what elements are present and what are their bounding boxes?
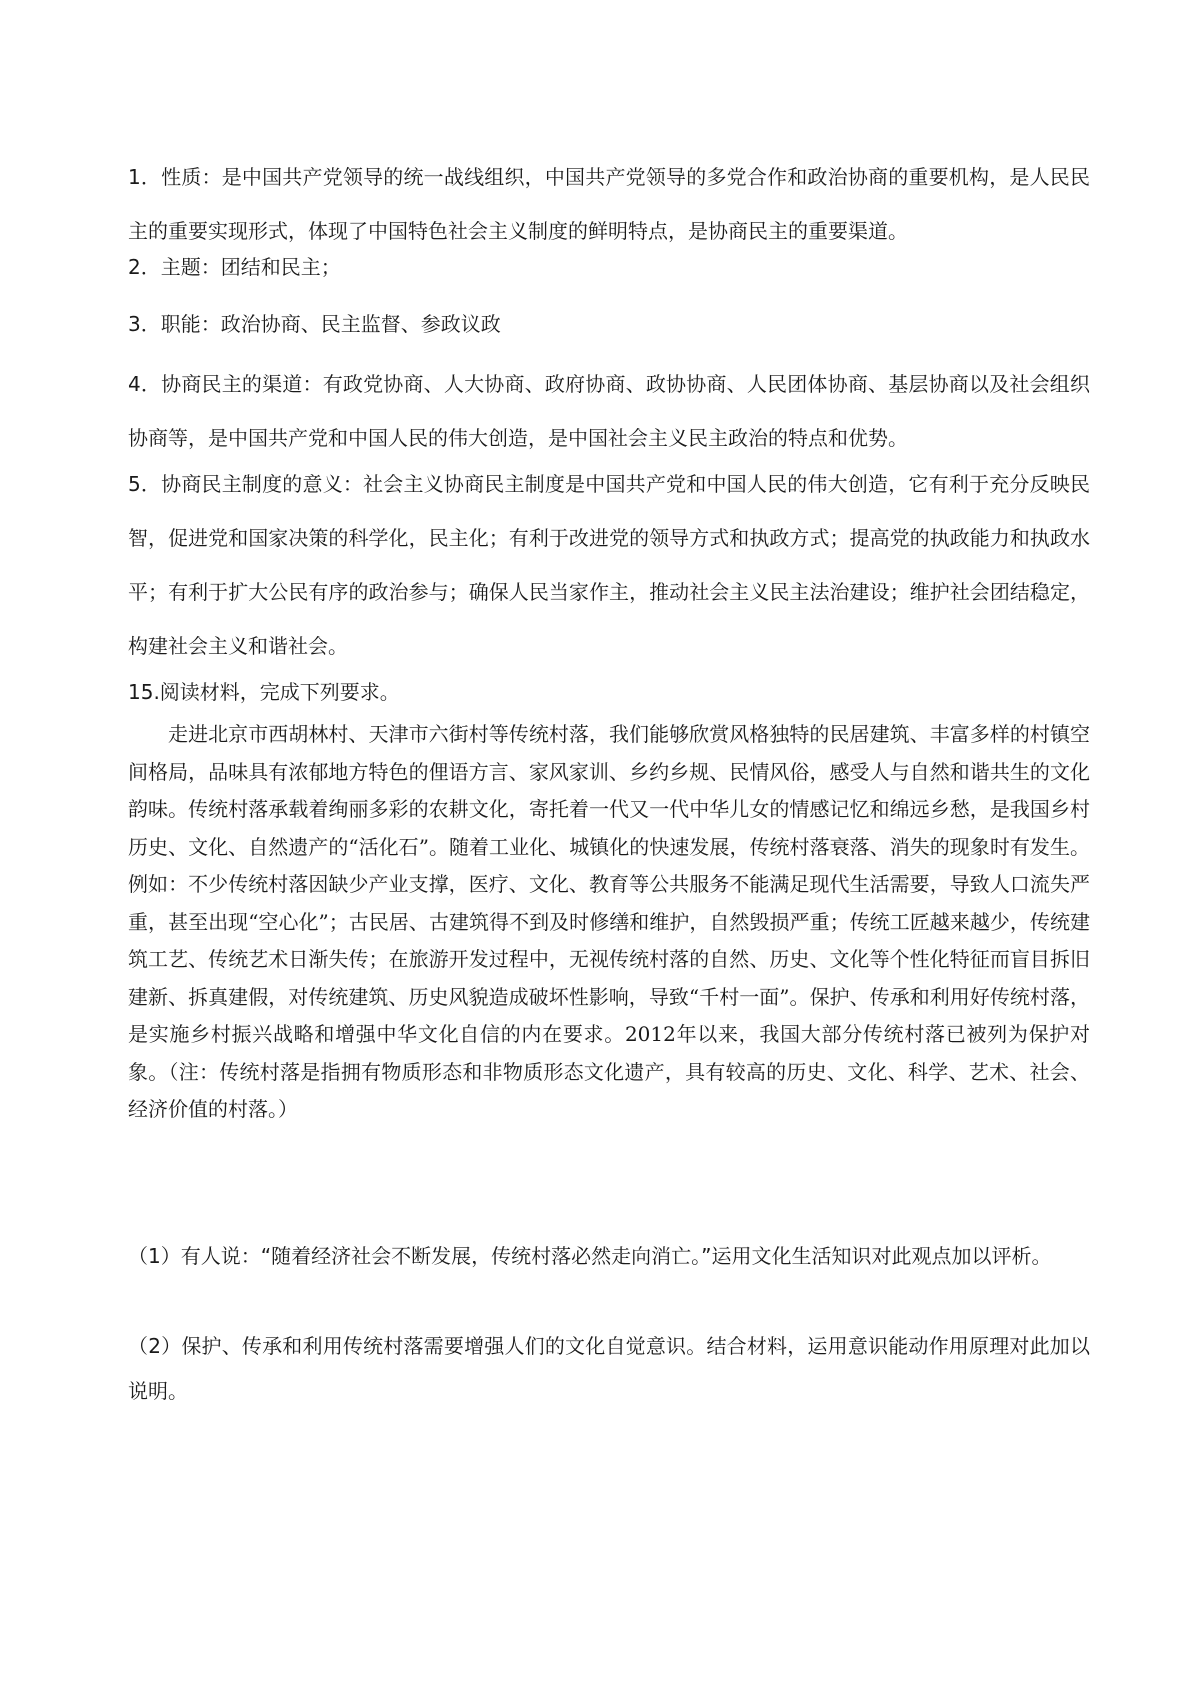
point-1-nature: 1．性质：是中国共产党领导的统一战线组织，中国共产党领导的多党合作和政治协商的重要机构，是人民民主的重要实现形式，体现了中国特色社会主义制度的鲜明特点，是协商民主的重要渠道。 [128, 165, 1090, 243]
question-15-material [128, 716, 1090, 1129]
point-3-functions: 3．职能：政治协商、民主监督、参政议政 [128, 312, 501, 336]
point-5-significance: 5．协商民主制度的意义：社会主义协商民主制度是中国共产党和中国人民的伟大创造，它有利于充分反映民智，促进党和国家决策的科学化，民主化；有利于改进党的领导方式和执政方式；提高党的执政能力和执政水平；有利于扩大公民有序的政治参与；确保人民当家作主，推动社会主义民主法治建设；维护社会团结稳定，构建社会主义和谐社会。 [128, 472, 1090, 658]
sub-question-1: （1）有人说：“随着经济社会不断发展，传统村落必然走向消亡。”运用文化生活知识对此观点加以评析。 [128, 1244, 1052, 1268]
material-text: 走进北京市西胡林村、天津市六街村等传统村落，我们能够欣赏风格独特的民居建筑、丰富多样的村镇空间格局，品味具有浓郁地方特色的俚语方言、家风家训、乡约乡规、民情风俗，感受人与自然和谐共生的文化韵味。传统村落承载着绚丽多彩的农耕文化，寄托着一代又一代中华儿女的情感记忆和绵远乡愁，是我国乡村历史、文化、自然遗产的“活化石”。随着工业化、城镇化的快速发展，传统村落衰落、消失的现象时有发生。例如：不少传统村落因缺少产业支撑，医疗、文化、教育等公共服务不能满足现代生活需要，导致人口流失严重，甚至出现“空心化”；古民居、古建筑得不到及时修缮和维护，自然毁损严重；传统工匠越来越少，传统建筑工艺、传统艺术日渐失传；在旅游开发过程中，无视传统村落的自然、历史、文化等个性化特征而盲目拆旧建新、拆真建假，对传统建筑、历史风貌造成破坏性影响，导致“千村一面”。保护、传承和利用好传统村落，是实施乡村振兴战略和增强中华文化自信的内在要求。2012年以来，我国大部分传统村落已被列为保护对象。（注：传统村落是指拥有物质形态和非物质形态文化遗产，具有较高的历史、文化、科学、艺术、社会、经济价值的村落。） [128, 722, 1090, 1121]
question-15-title: 15.阅读材料，完成下列要求。 [128, 680, 400, 704]
point-4-channels: 4．协商民主的渠道：有政党协商、人大协商、政府协商、政协协商、人民团体协商、基层协商以及社会组织协商等，是中国共产党和中国人民的伟大创造，是中国社会主义民主政治的特点和优势。 [128, 372, 1090, 450]
point-2-theme: 2．主题：团结和民主； [128, 255, 341, 279]
sub-question-2: （2）保护、传承和利用传统村落需要增强人们的文化自觉意识。结合材料，运用意识能动作用原理对此加以说明。 [128, 1334, 1090, 1403]
